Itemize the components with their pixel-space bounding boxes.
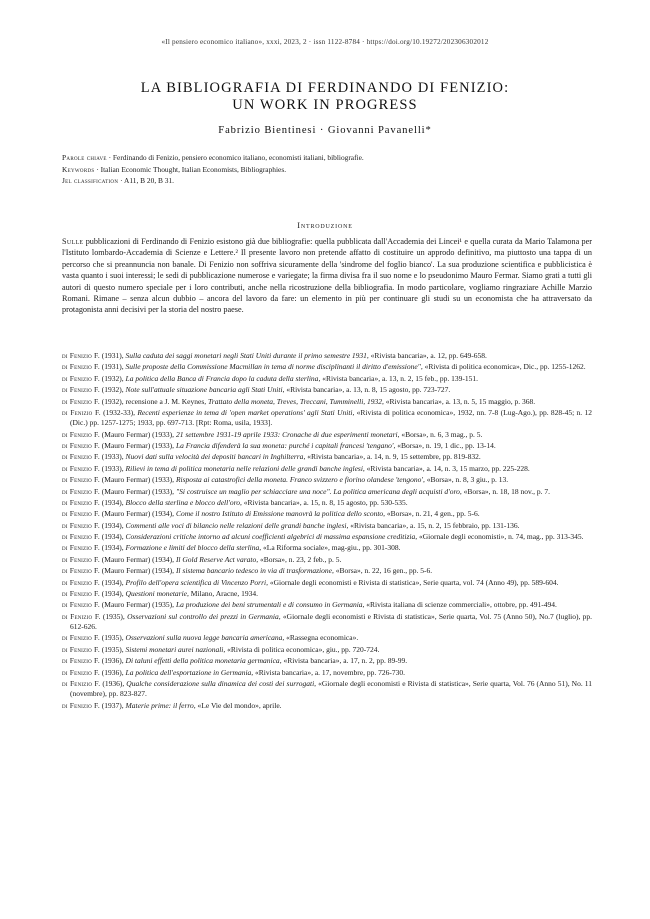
running-header: «Il pensiero economico italiano», xxxi, 2023, 2 · issn 1122-8784 · https://doi.org/10.19272/202306302012 <box>161 38 489 46</box>
entry-title: Osservazioni sulla nuova legge bancaria americana <box>125 633 283 643</box>
entry-pub-info: (Mauro Fermar) (1934), <box>99 509 176 519</box>
entry-author: di Fenizio F. <box>62 589 100 599</box>
bibliography-entry <box>62 701 592 711</box>
entry-title: Profilo dell'opera scientifica di Vincenzo Porri <box>125 577 267 587</box>
entry-author: di Fenizio F. <box>62 440 100 450</box>
entry-source: , «Rivista bancaria», a. 13, n. 5, 15 maggio, p. 368. <box>382 396 536 406</box>
keywords-italian <box>62 152 592 164</box>
entry-pub-info: (1934), <box>99 577 126 587</box>
entry-pub-info: (1933), <box>99 463 126 473</box>
bibliography-entry <box>62 566 592 576</box>
article-title <box>0 80 650 114</box>
entry-author: di Fenizio F. <box>62 678 101 688</box>
entry-source: , «Borsa», n. 23, 2 feb., p. 5. <box>256 554 342 564</box>
entry-title: Materie prime: il ferro <box>125 700 194 710</box>
keywords-text: · A11, B 20, B 31. <box>118 176 175 186</box>
entry-title: Sistemi monetari aurei nazionali <box>125 644 224 654</box>
entry-title: Sulla caduta dei saggi monetari negli Stati Uniti durante il primo semestre 1931 <box>125 351 367 360</box>
entry-title: Il sistema bancario tedesco in via di trasformazione <box>175 566 332 576</box>
entry-title: Nuovi dati sulla velocità dei depositi bancari in Inghilterra <box>125 452 304 462</box>
entry-title: Commenti alle voci di bilancio nelle relazioni delle grandi banche inglesi <box>125 520 347 530</box>
entry-author: di Fenizio F. <box>62 373 100 383</box>
section-heading: Introduzione <box>297 221 353 230</box>
intro-lead-word: Sulle <box>62 237 84 246</box>
entry-author: di Fenizio F. <box>62 577 100 587</box>
entry-source: , «Rivista bancaria», a. 12, pp. 649-658. <box>366 351 487 360</box>
entry-author: di Fenizio F. <box>62 429 100 439</box>
bibliography-entry <box>62 543 592 553</box>
entry-title: Di taluni effetti della politica monetaria germanica <box>125 656 280 666</box>
entry-title: Recenti esperienze in tema di 'open market operations' agli Stati Uniti <box>137 407 353 417</box>
intro-text: pubblicazioni di Ferdinando di Fenizio esistono già due bibliografie: quella pubblicata dall'Accademia dei Lincei¹ e quella curata da Mario Talamona per l'Istituto lombardo-Accademia di Scienze e Lettere.² Il presente lavoro non pretende affatto di costituire un approdo definitivo, ma piuttosto una tappa di un percorso che si preannuncia non banale. Di Fenizio non soffriva sicuramente della 'sindrome del foglio bianco'. La sua produzione scientifica e pubblicistica è vasta quanto i suoi interessi; le sedi di pubblicazione numerose e variegate; la firma divisa fra il suo nome e lo pseudonimo Mauro Fermar. Siamo grati a tutti gli autori di questo numero speciale per i loro contributi, anche nella ricostruzione della bibliografia. In modo particolare, vogliamo ringraziare Achille Marzio Romani. Rimane – senza alcun dubbio – ancora del lavoro da fare: un elemento in più per continuare gli studi su un economista che ha attraversato da protagonista anni decisivi per la storia del nostro paese. <box>62 237 592 315</box>
entry-author: di Fenizio F. <box>62 362 100 372</box>
entry-source: , Milano, Aracne, 1934. <box>186 589 259 599</box>
bibliography-entry <box>62 589 592 599</box>
bibliography-entry <box>62 464 592 474</box>
entry-source: , «Rassegna economica». <box>282 633 359 643</box>
entry-source: , «La Riforma sociale», mag-giu., pp. 301-308. <box>259 543 401 553</box>
entry-author: di Fenizio F. <box>62 656 100 666</box>
introduction-paragraph <box>62 236 592 316</box>
keywords-english <box>62 164 592 176</box>
entry-pub-info: (1935), <box>99 644 126 654</box>
entry-source: , «Giornale degli economisti e Rivista di statistica», Serie quarta, Vol. 75 (Anno 50), No.7 (luglio), pp. 612-626. <box>70 611 593 631</box>
entry-pub-info: (Mauro Fermar) (1933), <box>99 475 176 485</box>
entry-author: di Fenizio F. <box>62 385 100 395</box>
entry-source: , «Rivista di politica economica», Dic., pp. 1255-1262. <box>420 362 586 372</box>
entry-source: , «Rivista bancaria», a. 17, n. 2, pp. 89-99. <box>279 656 408 666</box>
article-authors: Fabrizio Bientinesi · Giovanni Pavanelli* <box>218 125 432 136</box>
entry-source: , «Rivista bancaria», a. 14, n. 3, 15 marzo, pp. 225-228. <box>362 463 530 473</box>
entry-pub-info: (1936), <box>99 667 126 677</box>
entry-title: Rilievi in tema di politica monetaria nelle relazioni delle grandi banche inglesi <box>125 463 363 473</box>
bibliography-entry <box>62 397 592 407</box>
entry-author: di Fenizio F. <box>62 600 100 610</box>
entry-title: Qualche considerazione sulla dinamica dei costi dei surrogati <box>126 678 315 688</box>
entry-title: Risposta ai catastrofici della moneta. Franco svizzero e fiorino olandese 'tengono' <box>175 475 423 485</box>
bibliography-entry <box>62 532 592 542</box>
bibliography-entry <box>62 408 592 428</box>
entry-title: Blocco della sterlina e blocco dell'oro <box>125 497 240 507</box>
entry-author: di Fenizio F. <box>62 463 100 473</box>
entry-pub-info: (1934), <box>99 532 126 542</box>
bibliography-entry <box>62 452 592 462</box>
entry-source: , «Borsa», n. 8, 3 giu., p. 13. <box>422 475 509 485</box>
entry-author: di Fenizio F. <box>62 667 100 677</box>
entry-author: di Fenizio F. <box>62 644 100 654</box>
entry-title: Formazione e limiti del blocco della sterlina <box>125 543 260 553</box>
bibliography-entry <box>62 600 592 610</box>
entry-author: di Fenizio F. <box>62 452 100 462</box>
entry-pub-info: (Mauro Fermar) (1934), <box>99 554 176 564</box>
bibliography-entry <box>62 498 592 508</box>
entry-pub-info: (1934), <box>99 520 126 530</box>
entry-title: Il Gold Reserve Act varato <box>175 554 257 564</box>
entry-author: di Fenizio F. <box>62 407 101 417</box>
bibliography-entry <box>62 578 592 588</box>
entry-pub-info: (1935), <box>100 611 128 621</box>
bibliography-entry <box>62 633 592 643</box>
entry-pub-info: (Mauro Fermar) (1935), <box>99 600 176 610</box>
entry-title: La politica dell'esportazione in Germania <box>125 667 252 677</box>
entry-title: Questioni monetarie <box>125 589 187 599</box>
entry-title: Come il nostro Istituto di Emissione manovrà la politica dello sconto <box>175 509 384 519</box>
entry-source: , «Rivista di politica economica», giu., pp. 720-724. <box>223 644 380 654</box>
entry-source: , «Rivista bancaria», a. 14, n. 9, 15 settembre, pp. 819-832. <box>303 452 481 462</box>
keywords-block <box>62 152 592 187</box>
bibliography-entry <box>62 555 592 565</box>
entry-title: Sulle proposte della Commissione Macmillan in tema di norme disciplinanti il diritto d'emissione" <box>125 362 421 372</box>
jel-classification <box>62 175 592 187</box>
entry-author: di Fenizio F. <box>62 554 100 564</box>
keywords-text: · Ferdinando di Fenizio, pensiero economico italiano, economisti italiani, bibliografie. <box>106 153 364 162</box>
bibliography-entry <box>62 362 592 372</box>
entry-author: di Fenizio F. <box>62 351 100 360</box>
entry-pub-info: (1934), <box>99 589 126 599</box>
entry-author: di Fenizio F. <box>62 543 100 553</box>
entry-author: di Fenizio F. <box>62 396 100 406</box>
entry-source: , «Borsa», n. 18, 18 nov., p. 7. <box>459 486 551 496</box>
bibliography-entry <box>62 656 592 666</box>
entry-title: "Si costruisce un maglio per schiacciare una noce". La politica americana degli acquisti d'oro <box>175 486 460 496</box>
entry-title: Osservazioni sul controllo dei prezzi in Germania <box>127 611 279 621</box>
entry-pub-info: (1932), recensione a J. M. Keynes, <box>99 396 209 406</box>
entry-pub-info: (Mauro Fermar) (1933), <box>99 486 176 496</box>
entry-author: di Fenizio F. <box>62 633 100 643</box>
keywords-label: Keywords <box>62 164 95 174</box>
entry-source: , «Le Vie del mondo», aprile. <box>193 700 282 710</box>
entry-source: , «Rivista bancaria», a. 13, n. 8, 15 agosto, pp. 723-727. <box>282 385 451 395</box>
entry-source: , «Borsa», n. 22, 16 gen., pp. 5-6. <box>331 566 433 576</box>
title-line-2: UN WORK IN PROGRESS <box>232 97 418 113</box>
entry-author: di Fenizio F. <box>62 486 100 496</box>
entry-title: 21 settembre 1931-19 aprile 1933: Cronache di due esperimenti monetari <box>175 429 398 439</box>
entry-pub-info: (1934), <box>99 543 126 553</box>
entry-pub-info: (1931), <box>99 362 126 372</box>
entry-title: La politica della Banca di Francia dopo la caduta della sterlina <box>125 373 319 383</box>
entry-title: Considerazioni critiche intorno ad alcuni coefficienti algebrici di massima espansione creditizia <box>125 532 416 542</box>
keywords-label: Jel classification <box>62 176 119 186</box>
entry-author: di Fenizio F. <box>62 532 100 542</box>
entry-title: La produzione dei beni strumentali e di consumo in Germania <box>175 600 363 610</box>
keywords-text: · Italian Economic Thought, Italian Economists, Bibliographies. <box>94 164 287 174</box>
entry-author: di Fenizio F. <box>62 497 100 507</box>
entry-title: La Francia difenderà la sua moneta: purché i capitali francesi 'tengano' <box>175 440 394 450</box>
entry-source: , «Borsa», n. 6, 3 mag., p. 5. <box>397 429 483 439</box>
entry-source: , «Borsa», n. 19, 1 dic., pp. 13-14. <box>393 440 496 450</box>
entry-pub-info: (1933), <box>99 452 126 462</box>
entry-source: , «Giornale degli economisti», n. 74, mag., pp. 313-345. <box>415 532 584 542</box>
bibliography-entry <box>62 645 592 655</box>
title-line-1: LA BIBLIOGRAFIA DI FERDINANDO DI FENIZIO: <box>140 80 510 96</box>
bibliography-entry <box>62 521 592 531</box>
entry-source: , «Rivista bancaria», a. 13, n. 2, 15 feb., pp. 139-151. <box>318 373 478 383</box>
bibliography-entry <box>62 430 592 440</box>
bibliography-entry <box>62 351 592 361</box>
entry-pub-info: (1936), <box>100 678 127 688</box>
entry-source: , «Rivista bancaria», a. 15, n. 2, 15 febbraio, pp. 131-136. <box>346 520 520 530</box>
bibliography-entry <box>62 374 592 384</box>
entry-pub-info: (1934), <box>99 497 126 507</box>
entry-author: di Fenizio F. <box>62 520 100 530</box>
entry-source: , «Borsa», n. 21, 4 gen., pp. 5-6. <box>383 509 480 519</box>
entry-pub-info: (Mauro Fermar) (1934), <box>99 566 176 576</box>
entry-source: , «Giornale degli economisti e Rivista di statistica», Serie quarta, Vol. 76 (Anno 51), No. 11 (novembre), pp. 823-827. <box>70 678 592 699</box>
entry-source: , «Rivista bancaria», a. 17, novembre, pp. 726-730. <box>251 667 406 677</box>
entry-author: di Fenizio F. <box>62 611 101 621</box>
entry-author: di Fenizio F. <box>62 475 100 485</box>
bibliography-entry <box>62 487 592 497</box>
bibliography-entry <box>62 509 592 519</box>
entry-source: , «Giornale degli economisti e Rivista di statistica», Serie quarta, vol. 74 (Anno 49), pp. 589-604. <box>266 577 559 587</box>
bibliography-entry <box>62 612 592 632</box>
entry-pub-info: (1932-33), <box>100 407 138 417</box>
entry-pub-info: (1935), <box>99 633 126 643</box>
entry-pub-info: (1937), <box>99 700 126 710</box>
entry-source: , «Rivista italiana di scienze commerciali», ottobre, pp. 491-494. <box>362 600 557 610</box>
bibliography-entry <box>62 679 592 699</box>
keywords-label: Parole chiave <box>62 153 107 162</box>
entry-title: Trattato della moneta, Treves, Treccani, Tumminelli, 1932 <box>208 396 383 406</box>
entry-pub-info: (Mauro Fermar) (1933), <box>99 440 176 450</box>
entry-source: , «Rivista bancaria», a. 15, n. 8, 15 agosto, pp. 530-535. <box>239 497 408 507</box>
bibliography-entry <box>62 385 592 395</box>
entry-source: , «Rivista di politica economica», 1932, nn. 7-8 (Lug-Ago.), pp. 828-45; n. 12 (Dic.) pp. 1257-1275; 1933, pp. 697-713. [Rpt: Roma, usila, 1933]. <box>70 407 592 428</box>
entry-pub-info: (1932), <box>99 385 126 395</box>
bibliography-entry <box>62 475 592 485</box>
bibliography-list <box>62 351 592 712</box>
entry-author: di Fenizio F. <box>62 566 100 576</box>
entry-pub-info: (1931), <box>99 351 126 360</box>
entry-pub-info: (1936), <box>99 656 126 666</box>
bibliography-entry <box>62 441 592 451</box>
entry-author: di Fenizio F. <box>62 700 100 710</box>
entry-pub-info: (1932), <box>99 373 126 383</box>
bibliography-entry <box>62 668 592 678</box>
entry-pub-info: (Mauro Fermar) (1933), <box>99 429 176 439</box>
entry-author: di Fenizio F. <box>62 509 100 519</box>
entry-title: Note sull'attuale situazione bancaria agli Stati Uniti <box>125 385 283 395</box>
